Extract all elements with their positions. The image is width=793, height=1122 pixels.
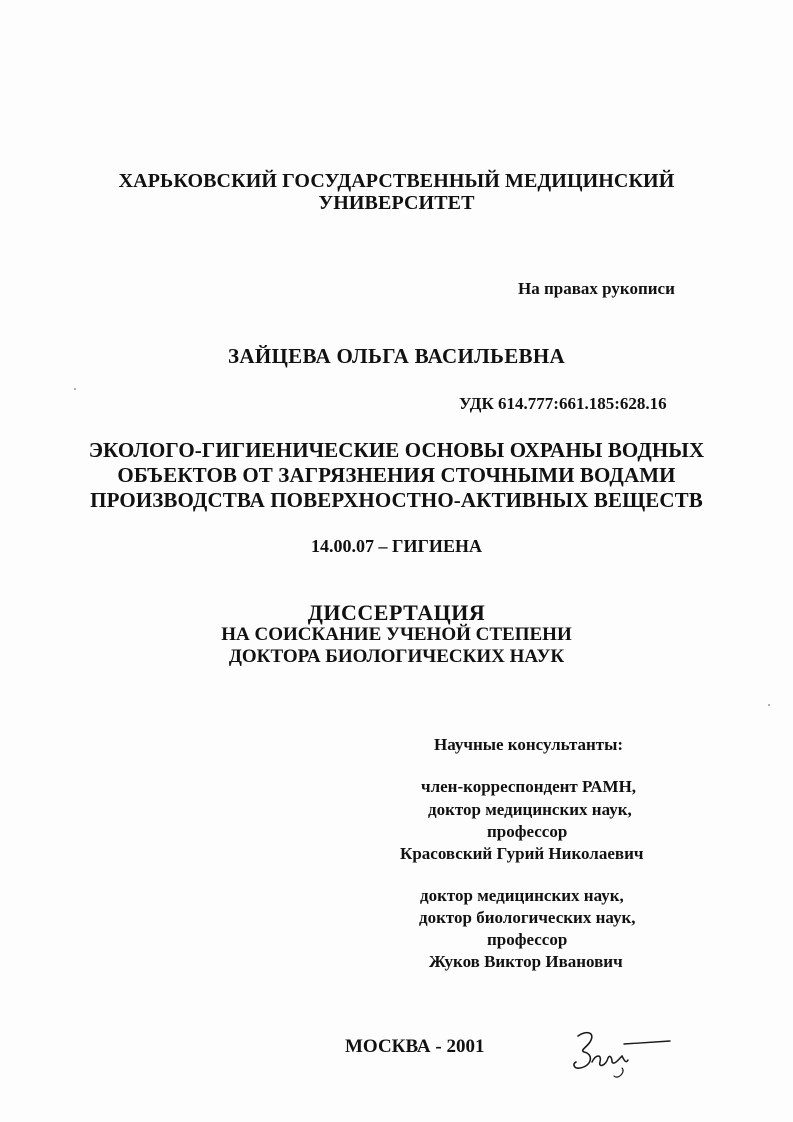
consultant2-name: Жуков Виктор Иванович <box>429 952 623 971</box>
scan-speck <box>768 704 770 706</box>
place-and-year: МОСКВА - 2001 <box>345 1036 485 1057</box>
specialty-code: 14.00.07 – ГИГИЕНА <box>311 536 482 556</box>
consultant2-title-line1: доктор медицинских наук, <box>420 886 624 905</box>
handwritten-signature <box>566 1028 676 1088</box>
author-name: ЗАЙЦЕВА ОЛЬГА ВАСИЛЬЕВНА <box>228 344 565 368</box>
thesis-title-line2: ОБЪЕКТОВ ОТ ЗАГРЯЗНЕНИЯ СТОЧНЫМИ ВОДАМИ <box>117 463 676 487</box>
dissertation-degree-line1: НА СОИСКАНИЕ УЧЕНОЙ СТЕПЕНИ <box>221 624 572 645</box>
university-name-line1: ХАРЬКОВСКИЙ ГОСУДАРСТВЕННЫЙ МЕДИЦИНСКИЙ <box>118 170 675 192</box>
consultant1-title-line3: профессор <box>487 822 568 841</box>
consultant1-title-line1: член-корреспондент РАМН, <box>421 777 637 796</box>
udk-code: УДК 614.777:661.185:628.16 <box>459 394 667 413</box>
manuscript-rights-note: На правах рукописи <box>518 279 675 298</box>
consultants-heading: Научные консультанты: <box>434 735 624 754</box>
consultant1-title-line2: доктор медицинских наук, <box>428 800 632 819</box>
thesis-title-line1: ЭКОЛОГО-ГИГИЕНИЧЕСКИЕ ОСНОВЫ ОХРАНЫ ВОДНЫХ <box>88 438 705 462</box>
consultant2-title-line2: доктор биологических наук, <box>419 908 636 927</box>
university-name-line2: УНИВЕРСИТЕТ <box>318 192 475 214</box>
dissertation-degree-line2: ДОКТОРА БИОЛОГИЧЕСКИХ НАУК <box>228 646 565 667</box>
scan-speck <box>74 388 76 390</box>
thesis-title-line3: ПРОИЗВОДСТВА ПОВЕРХНОСТНО-АКТИВНЫХ ВЕЩЕСТВ <box>90 488 703 512</box>
consultant1-name: Красовский Гурий Николаевич <box>400 844 644 863</box>
dissertation-heading: ДИССЕРТАЦИЯ <box>307 600 486 625</box>
consultant2-title-line3: профессор <box>487 930 568 949</box>
